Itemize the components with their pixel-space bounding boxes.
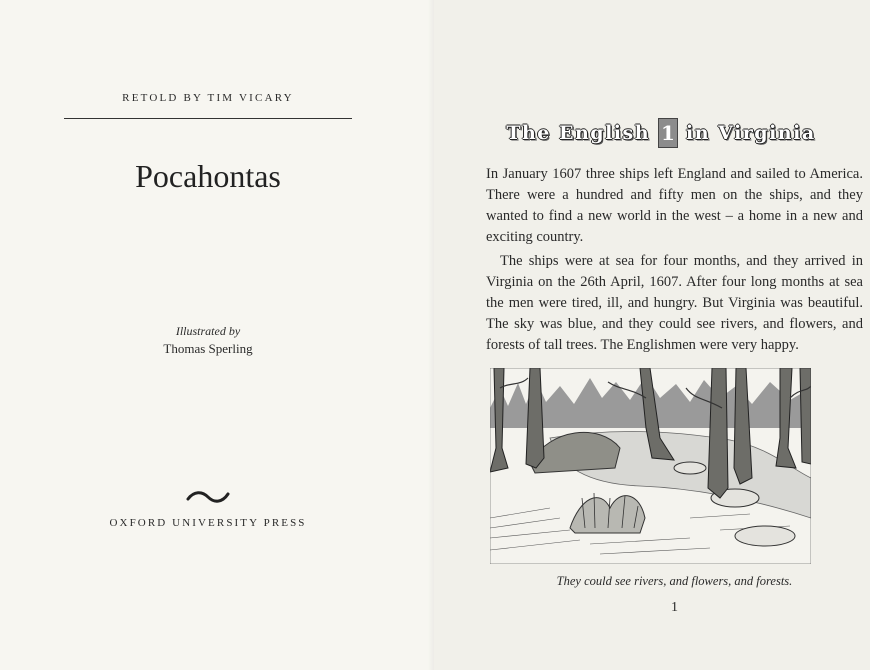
publisher-name: OXFORD UNIVERSITY PRESS xyxy=(109,517,307,529)
retold-by: RETOLD BY TIM VICARY xyxy=(122,92,294,104)
chapter-heading xyxy=(486,118,836,148)
left-page xyxy=(0,0,434,670)
publisher-logo-icon xyxy=(186,489,230,505)
forest-river-illustration xyxy=(490,368,811,564)
chapter-body xyxy=(486,164,863,356)
paragraph: The ships were at sea for four months, and they arrived in Virginia on the 26th April, 1607. After four long months at sea the men were tired, ill, and hungry. But Virginia was beautiful. The sky was blue, and they could see rivers, and flowers, and forests of tall trees. The Englishmen were very happy. xyxy=(486,253,863,353)
divider-rule xyxy=(64,118,352,119)
chapter-title-end: in Virginia xyxy=(686,122,816,144)
book-title: Pocahontas xyxy=(135,158,281,194)
illustration-caption: They could see rivers, and flowers, and forests. xyxy=(556,574,793,588)
right-page xyxy=(434,0,870,670)
page-number: 1 xyxy=(671,600,678,615)
illustrator-name: Thomas Sperling xyxy=(163,341,253,356)
chapter-title-start: The English xyxy=(506,122,651,144)
illustrated-by-label: Illustrated by xyxy=(175,324,241,338)
paragraph: In January 1607 three ships left England and sailed to America. There were a hundred and fifty men on the ships, and they wanted to find a new world in the west – a home in a new and exciting country. xyxy=(486,166,863,245)
chapter-number: 1 xyxy=(658,118,678,148)
